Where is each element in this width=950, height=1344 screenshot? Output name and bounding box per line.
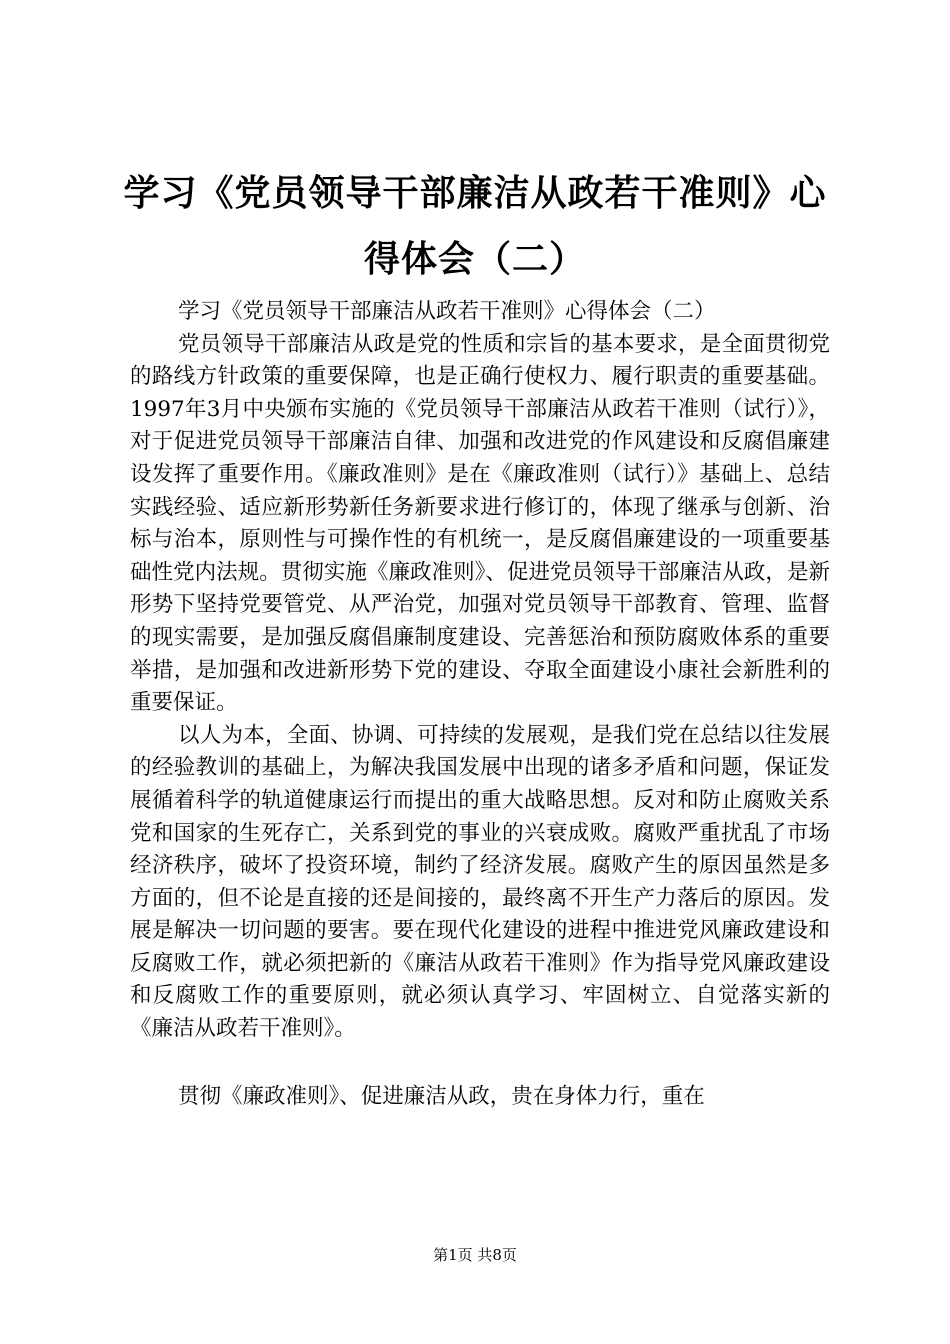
body-paragraph-1: 党员领导干部廉洁从政是党的性质和宗旨的基本要求，是全面贯彻党的路线方针政策的重要保障，也是正确行使权力、履行职责的重要基础。1997年3月中央颁布实施的《党员领导干部廉洁从政若干准则（试行）》，对于促进党员领导干部廉洁自律、加强和改进党的作风建设和反腐倡廉建设发挥了重要作用。《廉政准则》是在《廉政准则（试行）》基础上、总结实践经验、适应新形势新任务新要求进行修订的，体现了继承与创新、治标与治本，原则性与可操作性的有机统一，是反腐倡廉建设的一项重要基础性党内法规。贯彻实施《廉政准则》、促进党员领导干部廉洁从政，是新形势下坚持党要管党、从严治党，加强对党员领导干部教育、管理、监督的现实需要，是加强反腐倡廉制度建设、完善惩治和预防腐败体系的重要举措，是加强和改进新形势下党的建设、夺取全面建设小康社会新胜利的重要保证。 — [130, 331, 830, 716]
document-title: 学习《党员领导干部廉洁从政若干准则》心得体会（二） — [123, 172, 827, 280]
body-paragraph-3: 贯彻《廉政准则》、促进廉洁从政，贵在身体力行，重在 — [178, 1083, 705, 1109]
document-body — [130, 296, 830, 1113]
body-paragraph-2: 以人为本，全面、协调、可持续的发展观，是我们党在总结以往发展的经验教训的基础上，为解决我国发展中出现的诸多矛盾和问题，保证发展循着科学的轨道健康运行而提出的重大战略思想。反对和防止腐败关系党和国家的生死存亡，关系到党的事业的兴衰成败。腐败严重扰乱了市场经济秩序，破坏了投资环境，制约了经济发展。腐败产生的原因虽然是多方面的，但不论是直接的还是间接的，最终离不开生产力落后的原因。发展是解决一切问题的要害。要在现代化建设的进程中推进党风廉政建设和反腐败工作，就必须把新的《廉洁从政若干准则》作为指导党风廉政建设和反腐败工作的重要原则，就必须认真学习、牢固树立、自觉落实新的《廉洁从政若干准则》。 — [130, 722, 830, 1042]
paragraph-gap — [130, 1046, 830, 1081]
page-footer: 第1页 共8页 — [433, 1246, 517, 1264]
document-subtitle: 学习《党员领导干部廉洁从政若干准则》心得体会（二） — [178, 299, 716, 324]
